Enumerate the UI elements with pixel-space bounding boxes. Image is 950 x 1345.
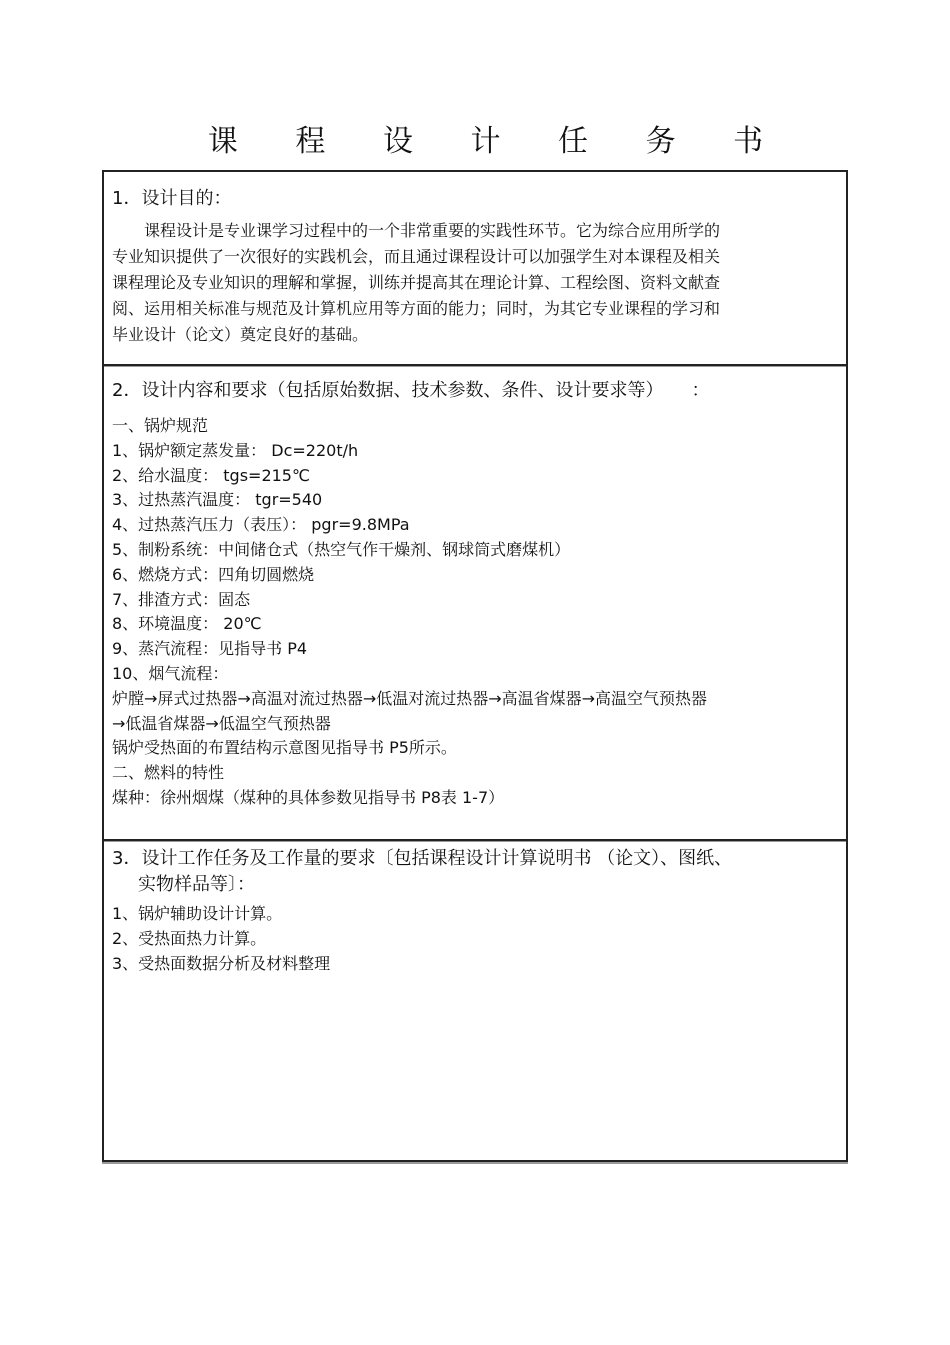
task-line: 2、受热面热力计算。 xyxy=(112,928,267,948)
body-line: 阅、运用相关标准与规范及计算机应用等方面的能力；同时，为其它专业课程的学习和 xyxy=(112,299,721,318)
spec-line: 煤种：徐州烟煤（煤种的具体参数见指导书 P8表 1-7） xyxy=(112,787,505,807)
section-workload xyxy=(104,846,846,976)
page-title: 课 程 设 计 任 务 书 xyxy=(207,124,788,159)
body-line: 课程理论及专业知识的理解和掌握，训练并提高其在理论计算、工程绘图、资料文献查 xyxy=(112,273,721,292)
task-line: 1、锅炉辅助设计计算。 xyxy=(112,904,283,923)
spec-line: 3、过热蒸汽温度： tgr=540 xyxy=(112,490,323,510)
spec-line: 2、给水温度： tgs=215℃ xyxy=(112,465,310,485)
section-2-heading-colon: ： xyxy=(691,380,710,401)
section-design-purpose xyxy=(104,186,846,348)
section-3-body xyxy=(112,902,838,976)
spec-line: →低温省煤器→低温空气预热器 xyxy=(112,713,331,733)
spec-line: 锅炉受热面的布置结构示意图见指导书 P5所示。 xyxy=(112,738,457,758)
spec-line: 9、蒸汽流程：见指导书 P4 xyxy=(112,639,308,659)
spec-line: 5、制粉系统：中间储仓式（热空气作干燥剂、钢球筒式磨煤机） xyxy=(112,539,571,559)
spec-line: 7、排渣方式：固态 xyxy=(112,589,251,609)
row-divider xyxy=(104,839,846,841)
body-line: 课程设计是专业课学习过程中的一个非常重要的实践性环节。它为综合应用所学的 xyxy=(144,221,721,240)
section-design-content xyxy=(104,378,846,811)
section-2-heading-text: 2．设计内容和要求（包括原始数据、技术参数、条件、设计要求等） xyxy=(112,380,664,401)
spec-line: 10、烟气流程： xyxy=(112,663,229,683)
body-line: 毕业设计（论文）奠定良好的基础。 xyxy=(112,325,369,344)
spec-line: 二、燃料的特性 xyxy=(112,763,225,783)
task-table xyxy=(102,170,848,1162)
spec-line: 炉膛→屏式过热器→高温对流过热器→低温对流过热器→高温省煤器→高温空气预热器 xyxy=(112,688,708,708)
spec-line: 1、锅炉额定蒸发量： Dc=220t/h xyxy=(112,440,359,460)
section-1-heading: 1．设计目的： xyxy=(112,188,232,209)
section-2-body xyxy=(112,414,838,811)
section-3-heading-line-2: 实物样品等〕： xyxy=(138,874,255,895)
spec-line: 4、过热蒸汽压力（表压）： pgr=9.8MPa xyxy=(112,515,410,535)
section-3-heading-line-1: 3．设计工作任务及工作量的要求〔包括课程设计计算说明书 （论文）、图纸、 xyxy=(112,848,733,869)
row-divider xyxy=(104,364,846,366)
section-1-body xyxy=(112,218,838,348)
task-line: 3、受热面数据分析及材料整理 xyxy=(112,953,331,973)
spec-line: 6、燃烧方式：四角切圆燃烧 xyxy=(112,564,315,584)
section-2-heading xyxy=(112,378,838,404)
body-line: 专业知识提供了一次很好的实践机会，而且通过课程设计可以加强学生对本课程及相关 xyxy=(112,247,721,266)
spec-line: 一、锅炉规范 xyxy=(112,416,209,435)
spec-line: 8、环境温度： 20℃ xyxy=(112,614,262,634)
